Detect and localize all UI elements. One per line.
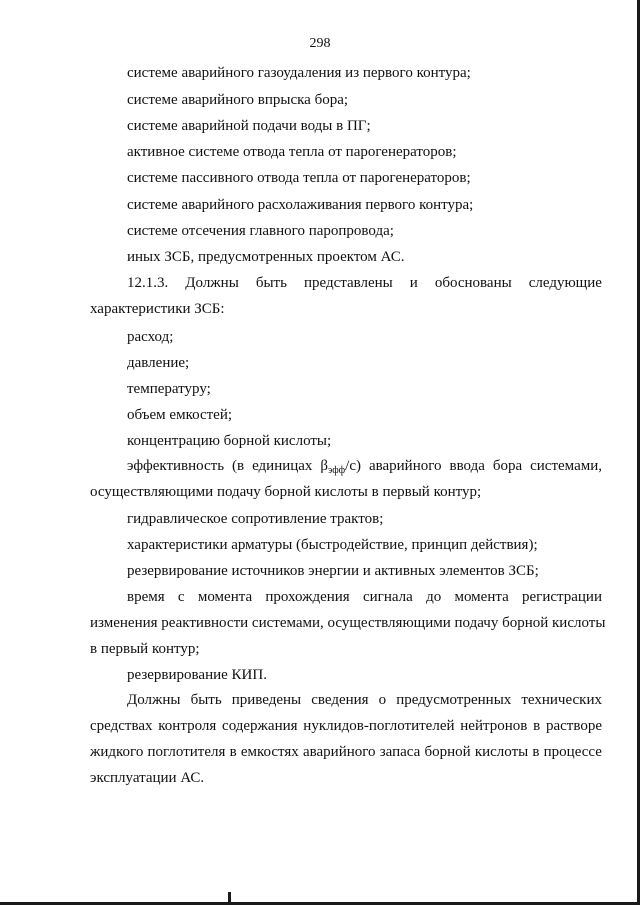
word: приведены	[231, 692, 302, 708]
word: в	[229, 744, 237, 760]
word: 12.1.3.	[127, 275, 169, 291]
list-item-time	[127, 587, 602, 607]
paragraph-line	[127, 690, 602, 710]
word: о	[378, 692, 387, 708]
word: борной	[424, 744, 471, 760]
word: средствах	[90, 718, 153, 734]
word: аварийного	[302, 744, 376, 760]
list-item: характеристики арматуры (быстродействие, принцип действия);	[127, 537, 538, 553]
word: обоснованы	[434, 275, 512, 291]
list-item: давление;	[127, 355, 190, 371]
list-item: резервирование источников энергии и активных элементов ЗСБ;	[127, 563, 539, 579]
paragraph-line	[90, 742, 602, 762]
efficiency-text-a: эффективность (в единицах β	[127, 458, 329, 474]
clause-12-1-3	[127, 273, 602, 293]
word: содержания	[222, 718, 298, 734]
list-item-continuation: в первый контур;	[90, 641, 200, 657]
word: растворе	[545, 718, 602, 734]
list-item: системе аварийного расхолаживания первого контура;	[127, 197, 474, 213]
paragraph-line: эксплуатации АС.	[90, 770, 205, 786]
list-item: системе аварийного впрыска бора;	[127, 92, 349, 108]
word: жидкого	[90, 744, 144, 760]
word: время	[127, 589, 165, 605]
list-item: расход;	[127, 329, 174, 345]
list-item: гидравлическое сопротивление трактов;	[127, 511, 384, 527]
word: нуклидов-поглотителей	[303, 718, 455, 734]
list-item: объем емкостей;	[127, 407, 233, 423]
word: поглотителя	[147, 744, 226, 760]
list-item: системе отсечения главного паропровода;	[127, 223, 394, 239]
word: представлены	[303, 275, 393, 291]
word: процессе	[543, 744, 602, 760]
list-item: резервирование КИП.	[127, 667, 267, 683]
word: прохождения	[265, 589, 350, 605]
word: в	[533, 718, 541, 734]
word: следующие	[528, 275, 602, 291]
scan-edge-mark	[228, 892, 231, 902]
word: регистрации	[522, 589, 602, 605]
word: технических	[521, 692, 602, 708]
word: с	[177, 589, 185, 605]
paragraph-line	[90, 716, 602, 736]
efficiency-text-b: /с) аварийного ввода бора системами,	[345, 458, 602, 474]
list-item: температуру;	[127, 381, 211, 397]
list-item: иных ЗСБ, предусмотренных проектом АС.	[127, 249, 405, 265]
list-item-continuation: осуществляющими подачу борной кислоты в первый контур;	[90, 484, 482, 500]
word: сведения	[311, 692, 369, 708]
list-item: системе аварийного газоудаления из первого контура;	[127, 65, 471, 81]
word: момента	[197, 589, 253, 605]
beta-subscript: эфф	[328, 465, 346, 476]
word: запаса	[379, 744, 421, 760]
word: быть	[190, 692, 222, 708]
list-item: концентрацию борной кислоты;	[127, 433, 332, 449]
list-item: системе аварийной подачи воды в ПГ;	[127, 118, 371, 134]
word: быть	[255, 275, 287, 291]
word: в	[532, 744, 540, 760]
word: сигнала	[362, 589, 413, 605]
word: емкостях	[240, 744, 299, 760]
word: нейтронов	[460, 718, 528, 734]
word: предусмотренных	[396, 692, 512, 708]
list-item: активное системе отвода тепла от парогенераторов;	[127, 144, 457, 160]
list-item: системе пассивного отвода тепла от парогенераторов;	[127, 170, 471, 186]
word: контроля	[158, 718, 217, 734]
list-item-continuation: изменения реактивности системами, осуществляющими подачу борной кислоты	[90, 615, 606, 631]
word: и	[409, 275, 418, 291]
page-number: 298	[309, 36, 331, 51]
word: до	[426, 589, 442, 605]
word: Должны	[185, 275, 239, 291]
word: Должны	[127, 692, 181, 708]
word: кислоты	[474, 744, 529, 760]
list-item-efficiency	[127, 456, 602, 481]
clause-continuation: характеристики ЗСБ:	[90, 301, 225, 317]
word: момента	[454, 589, 509, 605]
